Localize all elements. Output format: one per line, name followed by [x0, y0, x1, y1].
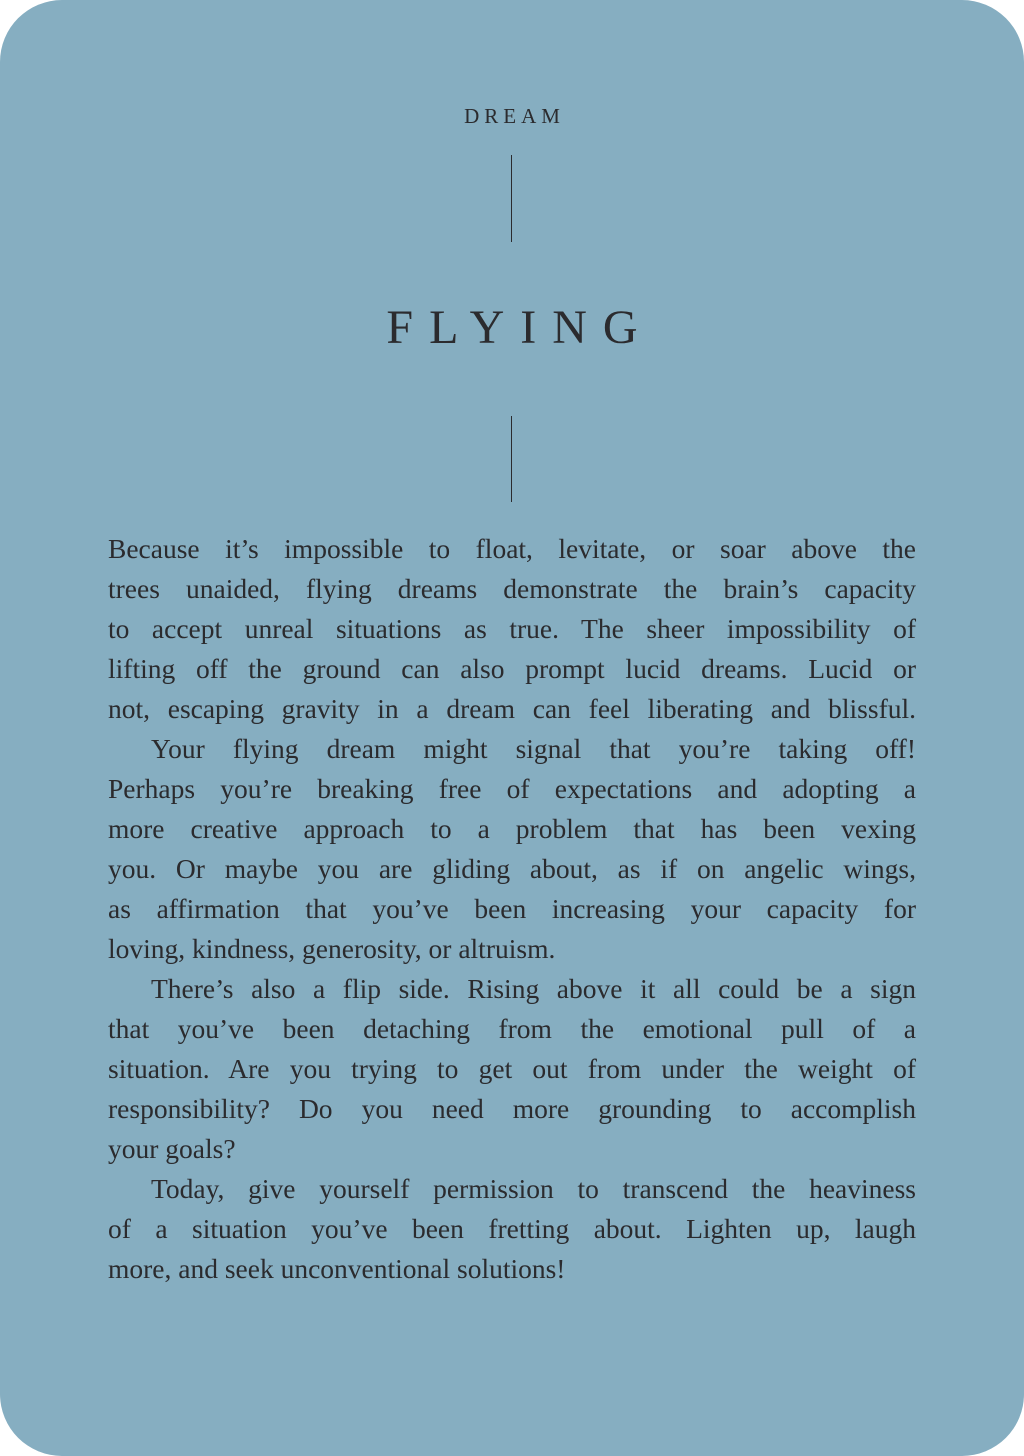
- paragraph-line: There’s also a flip side. Rising above it all could be a sign: [151, 973, 916, 1004]
- card-title: FLYING: [386, 301, 654, 354]
- card-body: [108, 529, 916, 1289]
- paragraph-line: situation. Are you trying to get out from under the weight of: [108, 1053, 916, 1084]
- paragraph-2: [108, 729, 916, 969]
- top-divider-line: [511, 155, 512, 242]
- paragraph-line: Today, give yourself permission to transcend the heaviness: [151, 1173, 916, 1204]
- paragraph-line: Perhaps you’re breaking free of expectations and adopting a: [108, 773, 916, 804]
- paragraph-line: more creative approach to a problem that has been vexing: [108, 813, 916, 844]
- paragraph-line: Because it’s impossible to float, levitate, or soar above the: [108, 533, 916, 564]
- paragraph-line: loving, kindness, generosity, or altruism.: [108, 933, 556, 964]
- paragraph-line: not, escaping gravity in a dream can feel liberating and blissful.: [108, 693, 916, 724]
- paragraph-line: responsibility? Do you need more grounding to accomplish: [108, 1093, 916, 1124]
- paragraph-line: you. Or maybe you are gliding about, as if on angelic wings,: [108, 853, 916, 884]
- card-kicker: DREAM: [464, 104, 565, 128]
- paragraph-line: more, and seek unconventional solutions!: [108, 1253, 566, 1284]
- paragraph-line: that you’ve been detaching from the emotional pull of a: [108, 1013, 916, 1044]
- paragraph-3: [108, 969, 916, 1169]
- paragraph-line: Your flying dream might signal that you’re taking off!: [151, 733, 916, 764]
- paragraph-line: as affirmation that you’ve been increasing your capacity for: [108, 893, 916, 924]
- paragraph-line: trees unaided, flying dreams demonstrate the brain’s capacity: [108, 573, 916, 604]
- paragraph-line: your goals?: [108, 1133, 236, 1164]
- paragraph-line: to accept unreal situations as true. The sheer impossibility of: [108, 613, 916, 644]
- paragraph-line: of a situation you’ve been fretting about. Lighten up, laugh: [108, 1213, 916, 1244]
- paragraph-1: [108, 529, 916, 729]
- bottom-divider-line: [511, 416, 512, 502]
- paragraph-4: [108, 1169, 916, 1289]
- paragraph-line: lifting off the ground can also prompt lucid dreams. Lucid or: [108, 653, 916, 684]
